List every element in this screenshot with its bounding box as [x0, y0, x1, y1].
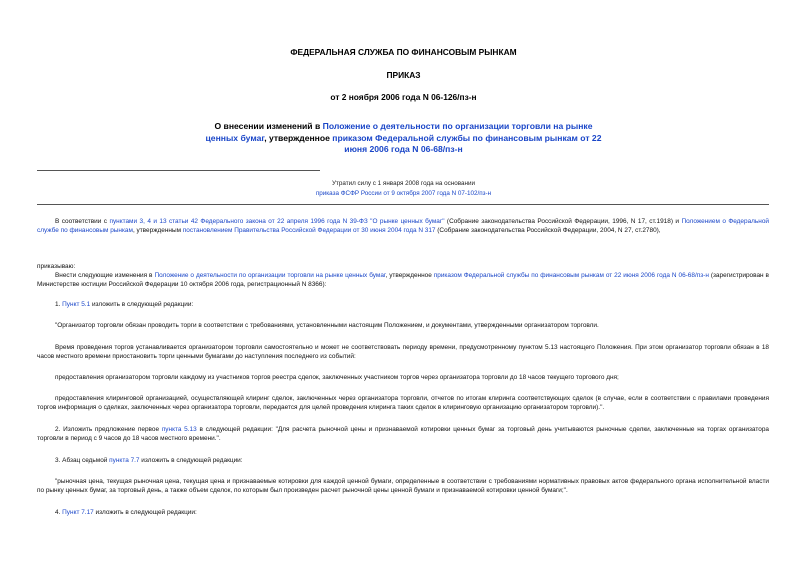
text-span: изложить в следующей редакции: — [139, 457, 243, 464]
link-point-7-7[interactable]: пункта 7.7 — [109, 457, 140, 464]
text-span: В соответствии с — [55, 218, 110, 225]
text-span: (зарегистрирован в Министерстве юстиции Российской Федерации 10 октября 2006 года, регистрационный N 8366): — [37, 272, 769, 289]
title-mid: , утвержденное — [264, 132, 333, 143]
link-point-5-1[interactable]: Пункт 5.1 — [62, 301, 91, 308]
link-order-06-68[interactable]: приказом Федеральной службы по финансовым рынкам от 22 июня 2006 года N 06-68/пз-н — [433, 272, 709, 279]
link-regulation-trading[interactable]: Положение о деятельности по организации торговли на рынке ценных бумаг — [154, 272, 386, 279]
text-span: в следующей редакции: "Для расчета рыночной цены и признаваемой котировки ценных бумаг за торговый день учитываются рыночные сделки, заключенные на торгах организатора торговли в период с 9 часов до 18 часов местного времени.". — [37, 426, 769, 443]
status-note — [0, 179, 807, 199]
link-gov-resolution-317[interactable]: постановлением Правительства Российской Федерации от 30 июня 2004 года N 317 — [182, 227, 436, 235]
paragraph-item-1 — [37, 300, 769, 309]
status-note-text: Утратил силу с 1 января 2008 года на основании — [331, 180, 476, 187]
text-span: 1. — [55, 301, 63, 308]
text-span: , утвержденным — [132, 227, 183, 235]
paragraph-clearing: предоставления клиринговой организацией, осуществляющей клиринг сделок, заключенных через организатора торговли, отчетов по итогам клиринга соответствующих сделок (в случае, если в соответствии с правилами проведения торгов информация о сделках, заключенных через организатора торговли, передается для целей проведения клиринга таких сделок в клиринговую организацию организатором торговли).". — [37, 395, 769, 412]
text-span: Внести следующие изменения в — [55, 272, 155, 279]
status-note-link[interactable]: приказа ФСФР России от 9 октября 2007 года N 07-102/пз-н — [315, 190, 492, 197]
paragraph-quote-5-1: "Организатор торговли обязан проводить торги в соответствии с требованиями, установленными настоящим Положением, и документами, утвержденными организатором торговли. — [55, 322, 599, 329]
paragraph-registry: предоставления организатором торговли каждому из участников торгов реестра сделок, заключенных участником торгов через организатора торговли до 18 часов текущего торгового дня; — [55, 374, 619, 381]
agency-heading: ФЕДЕРАЛЬНАЯ СЛУЖБА ПО ФИНАНСОВЫМ РЫНКАМ — [290, 47, 517, 57]
paragraph-changes-intro — [37, 271, 769, 290]
separator-line-full — [37, 204, 769, 205]
paragraph-preamble — [37, 217, 769, 236]
text-span: изложить в следующей редакции: — [90, 301, 194, 308]
text-span: изложить в следующей редакции: — [93, 509, 197, 516]
text-span: 2. Изложить предложение первое — [55, 426, 162, 433]
date-line: от 2 ноября 2006 года N 06-126/пз-н — [330, 92, 477, 102]
link-law-39fz[interactable]: пунктами 3, 4 и 13 статьи 42 Федерального закона от 22 апреля 1996 года N 39-ФЗ "О рынке ценных бумаг" — [109, 218, 445, 225]
link-point-7-17[interactable]: Пункт 7.17 — [62, 509, 94, 516]
text-span: , утвержденное — [385, 272, 434, 279]
paragraph-order-word: приказываю: — [37, 263, 76, 270]
text-span: 4. — [55, 509, 63, 516]
paragraph-item-4 — [37, 508, 769, 517]
text-span: (Собрание законодательства Российской Федерации, 1996, N 17, ст.1918) и — [444, 218, 682, 225]
text-span: (Собрание законодательства Российской Федерации, 2004, N 27, ст.2780), — [435, 227, 661, 235]
doc-type-heading: ПРИКАЗ — [386, 70, 421, 80]
separator-line — [37, 170, 320, 171]
text-span: 3. Абзац седьмой — [55, 457, 110, 464]
paragraph-quote-7-7: "рыночная цена, текущая рыночная цена, текущая цена и признаваемые котировки для каждой ценной бумаги, определенные в соответствии с требованиями нормативных правовых актов федерального органа исполнительной власти по рынку ценных бумаг, за торговый день, а также объем сделок, по которым был произведен расчет рыночной цены ценной бумаги и признаваемой котировки ценной бумаги;". — [37, 478, 769, 495]
paragraph-item-3 — [37, 456, 769, 465]
link-point-5-13[interactable]: пункта 5.13 — [161, 426, 197, 433]
paragraph-item-2 — [37, 425, 769, 444]
title-prefix: О внесении изменений в — [214, 121, 323, 131]
document-title — [200, 121, 607, 156]
title-link-regulation[interactable]: Положение о деятельности по организации торговли на рынке ценных бумаг — [205, 121, 593, 143]
link-fsfr-regulation[interactable]: Положением о Федеральной службе по финансовым рынкам — [37, 218, 770, 235]
paragraph-trading-time: Время проведения торгов устанавливается организатором торговли самостоятельно и может не соответствовать периоду времени, предусмотренному пунктом 5.13 настоящего Положения. При этом организатор торговли обязан в 18 часов местного времени приостановить торги ценными бумагами до наступления последнего из событий: — [37, 344, 769, 361]
title-link-order[interactable]: приказом Федеральной службы по финансовым рынкам от 22 июня 2006 года N 06-68/пз-н — [332, 132, 602, 154]
